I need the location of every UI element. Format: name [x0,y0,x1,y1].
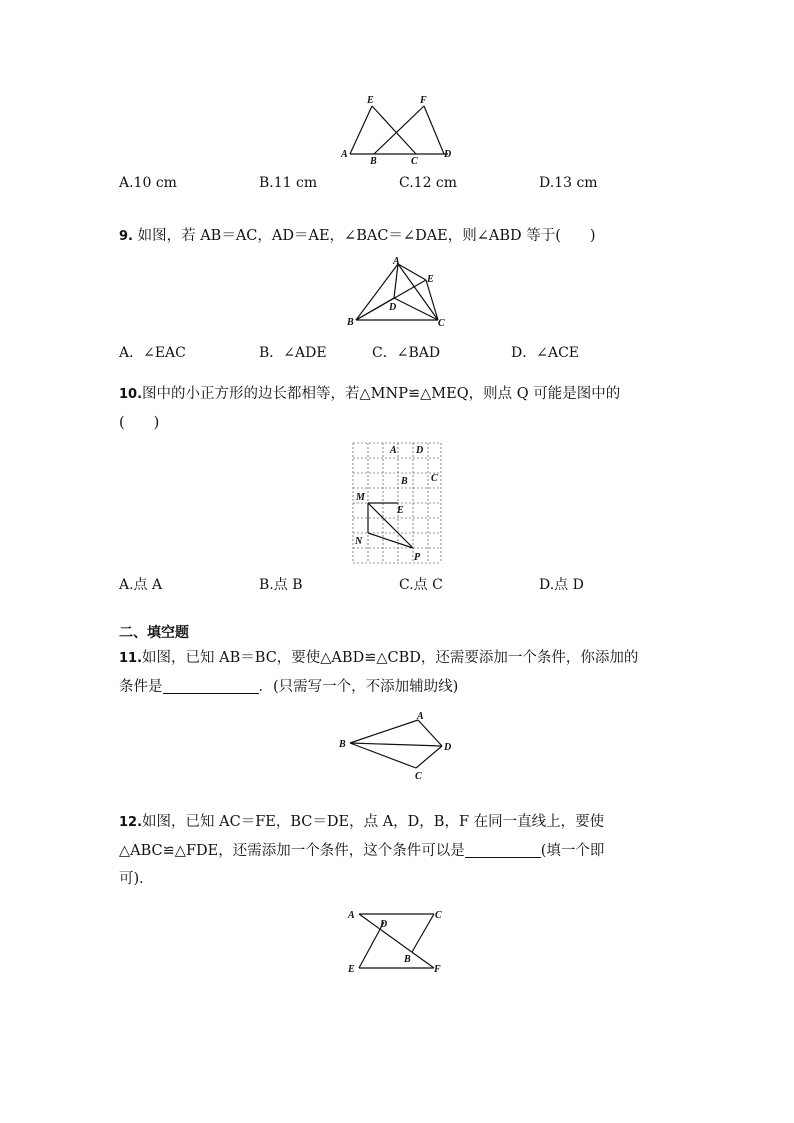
q8-label-a: A [341,149,348,160]
q10-label-c: C [431,473,438,484]
q11-figure [338,708,460,782]
q12-text-line2a: △ABC≌△FDE，还需添加一个条件，这个条件可以是 [119,843,465,859]
q10-option-b[interactable]: B.点 B [259,577,303,593]
q10-label-b: B [401,476,408,487]
q10-option-d[interactable]: D.点 D [539,577,584,593]
q9-figure [340,256,454,330]
q12-label-d: D [380,919,388,930]
q8-option-c[interactable]: C.12 cm [399,175,458,191]
q9-option-b[interactable]: B．∠ADE [259,345,327,361]
q8-option-d[interactable]: D.13 cm [539,175,598,191]
section-title-fill-in: 二、填空题 [119,625,189,641]
q10-label-m: M [356,492,365,503]
q10-text-line1: 图中的小正方形的边长都相等，若△MNP≌△MEQ，则点 Q 可能是图中的 [142,386,621,402]
q8-label-e: E [367,95,374,106]
q9-number: 9. [119,229,133,244]
q9-stem [119,222,596,251]
q9-label-c: C [438,318,445,329]
q11-text-line2a: 条件是 [119,679,163,695]
q12-label-e: E [348,964,355,975]
q8-figure [340,92,460,166]
q10-grid-figure [350,440,444,564]
q9-label-e: E [427,274,434,285]
q12-number: 12. [119,815,143,830]
q10-label-d: D [416,445,424,456]
q11-stem [119,644,689,701]
q10-option-c[interactable]: C.点 C [399,577,443,593]
q12-text-line3: 可)． [119,871,154,887]
q10-number: 10. [119,387,143,402]
q8-option-a[interactable]: A.10 cm [119,175,177,191]
q10-label-p: P [414,552,421,563]
q10-text-line2: ( ) [119,415,160,431]
q12-label-a: A [348,910,355,921]
q12-text-line1: 如图，已知 AC＝FE，BC＝DE，点 A，D，B，F 在同一直线上，要使 [142,814,605,830]
q11-number: 11. [119,651,143,666]
q11-text-line2b: ．(只需写一个，不添加辅助线) [258,679,459,695]
q10-label-n: N [355,536,363,547]
q11-label-c: C [415,771,422,782]
q11-label-b: B [339,739,346,750]
q12-label-f: F [434,964,441,975]
q9-option-a[interactable]: A．∠EAC [119,345,186,361]
q11-answer-blank[interactable] [163,677,259,694]
q12-figure [344,904,450,976]
q12-text-line2b: (填一个即 [540,843,605,859]
q8-label-c: C [411,156,418,166]
q11-label-d: D [444,742,452,753]
q9-option-c[interactable]: C．∠BAD [372,345,441,361]
q9-option-d[interactable]: D．∠ACE [511,345,579,361]
q12-label-c: C [435,910,442,921]
q9-label-d: D [389,302,397,313]
q8-label-d: D [444,149,452,160]
q10-option-a[interactable]: A.点 A [119,577,163,593]
q11-label-a: A [417,711,424,722]
q9-label-a: A [393,256,400,267]
q12-answer-blank[interactable] [465,841,541,858]
q12-stem [119,808,689,893]
q9-text: 如图，若 AB＝AC，AD＝AE，∠BAC＝∠DAE，则∠ABD 等于( ) [137,228,596,244]
q8-label-f: F [420,95,427,106]
q10-stem [119,380,679,437]
q11-text-line1: 如图，已知 AB＝BC，要使△ABD≌△CBD，还需要添加一个条件，你添加的 [142,650,639,666]
q8-label-b: B [370,156,377,166]
q10-label-e: E [397,505,404,516]
q10-label-a: A [390,445,397,456]
q9-label-b: B [347,317,354,328]
q12-label-b: B [404,954,411,965]
q8-option-b[interactable]: B.11 cm [259,175,318,191]
